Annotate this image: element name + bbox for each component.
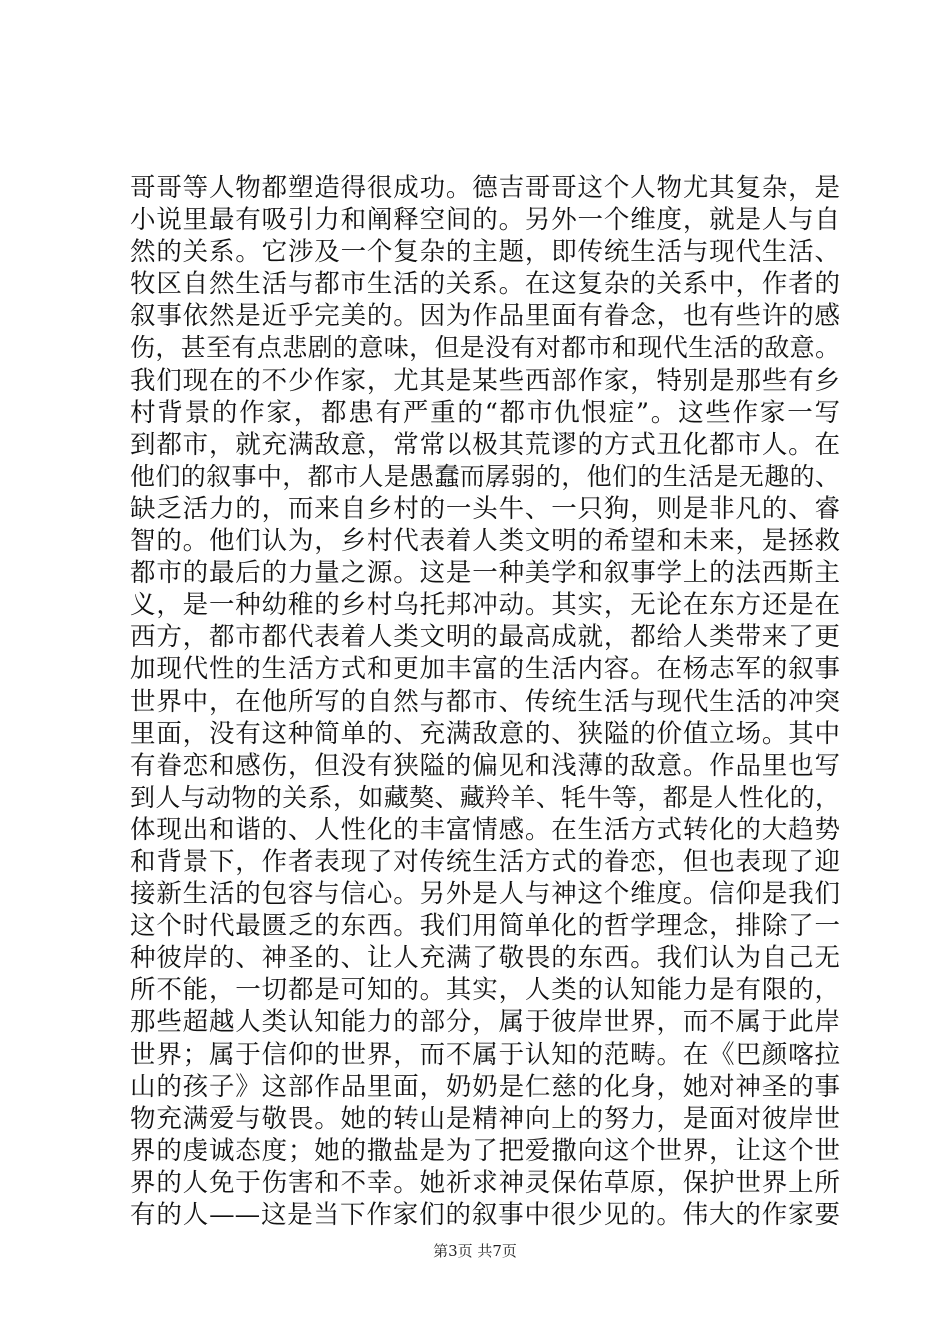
text-line: 到都市，就充满敌意，常常以极其荒谬的方式丑化都市人。在 bbox=[130, 429, 840, 460]
text-line: 那些超越人类认知能力的部分，属于彼岸世界，而不属于此岸 bbox=[130, 1007, 840, 1038]
text-line: 体现出和谐的、人性化的丰富情感。在生活方式转化的大趋势 bbox=[130, 814, 840, 845]
text-line: 世界；属于信仰的世界，而不属于认知的范畴。在《巴颜喀拉 bbox=[130, 1039, 840, 1070]
text-line: 都市的最后的力量之源。这是一种美学和叙事学上的法西斯主 bbox=[130, 558, 840, 589]
text-line: 种彼岸的、神圣的、让人充满了敬畏的东西。我们认为自己无 bbox=[130, 943, 840, 974]
text-line: 哥哥等人物都塑造得很成功。德吉哥哥这个人物尤其复杂，是 bbox=[130, 173, 840, 203]
body-text bbox=[130, 172, 840, 1231]
text-line: 这个时代最匮乏的东西。我们用简单化的哲学理念，排除了一 bbox=[130, 911, 840, 942]
text-line: 然的关系。它涉及一个复杂的主题，即传统生活与现代生活、 bbox=[130, 237, 840, 268]
text-line: 里面，没有这种简单的、充满敌意的、狭隘的价值立场。其中 bbox=[130, 718, 840, 749]
text-line: 有的人——这是当下作家们的叙事中很少见的。伟大的作家要 bbox=[130, 1200, 840, 1230]
text-line: 小说里最有吸引力和阐释空间的。另外一个维度，就是人与自 bbox=[130, 205, 840, 236]
page-footer: 第3页 共7页 bbox=[433, 1242, 517, 1260]
text-line: 到人与动物的关系，如藏獒、藏羚羊、牦牛等，都是人性化的， bbox=[130, 782, 840, 812]
text-line: 义，是一种幼稚的乡村乌托邦冲动。其实，无论在东方还是在 bbox=[130, 590, 840, 621]
text-line: 山的孩子》这部作品里面，奶奶是仁慈的化身，她对神圣的事 bbox=[130, 1071, 840, 1102]
text-line: 和背景下，作者表现了对传统生活方式的眷恋，但也表现了迎 bbox=[130, 846, 840, 877]
text-line: 接新生活的包容与信心。另外是人与神这个维度。信仰是我们 bbox=[130, 879, 840, 910]
text-line: 我们现在的不少作家，尤其是某些西部作家，特别是那些有乡 bbox=[130, 365, 840, 396]
text-line: 智的。他们认为，乡村代表着人类文明的希望和未来，是拯救 bbox=[130, 526, 840, 557]
text-line: 他们的叙事中，都市人是愚蠢而孱弱的，他们的生活是无趣的、 bbox=[130, 461, 840, 491]
text-line: 物充满爱与敬畏。她的转山是精神向上的努力，是面对彼岸世 bbox=[130, 1103, 840, 1134]
text-line: 世界中，在他所写的自然与都市、传统生活与现代生活的冲突 bbox=[130, 686, 840, 717]
text-line: 缺乏活力的，而来自乡村的一头牛、一只狗，则是非凡的、睿 bbox=[130, 493, 840, 524]
text-line: 西方，都市都代表着人类文明的最高成就，都给人类带来了更 bbox=[130, 622, 840, 653]
text-line: 伤，甚至有点悲剧的意味，但是没有对都市和现代生活的敌意。 bbox=[130, 333, 840, 363]
text-line: 村背景的作家，都患有严重的“都市仇恨症”。这些作家一写 bbox=[130, 397, 840, 428]
text-line: 叙事依然是近乎完美的。因为作品里面有眷念，也有些许的感 bbox=[130, 301, 840, 332]
text-line: 界的人免于伤害和不幸。她祈求神灵保佑草原，保护世界上所 bbox=[130, 1167, 840, 1198]
text-line: 加现代性的生活方式和更加丰富的生活内容。在杨志军的叙事 bbox=[130, 654, 840, 685]
text-line: 牧区自然生活与都市生活的关系。在这复杂的关系中，作者的 bbox=[130, 269, 840, 300]
text-line: 所不能，一切都是可知的。其实，人类的认知能力是有限的， bbox=[130, 975, 840, 1006]
text-line: 有眷恋和感伤，但没有狭隘的偏见和浅薄的敌意。作品里也写 bbox=[130, 750, 840, 781]
text-line: 界的虔诚态度；她的撒盐是为了把爱撒向这个世界，让这个世 bbox=[130, 1135, 840, 1166]
